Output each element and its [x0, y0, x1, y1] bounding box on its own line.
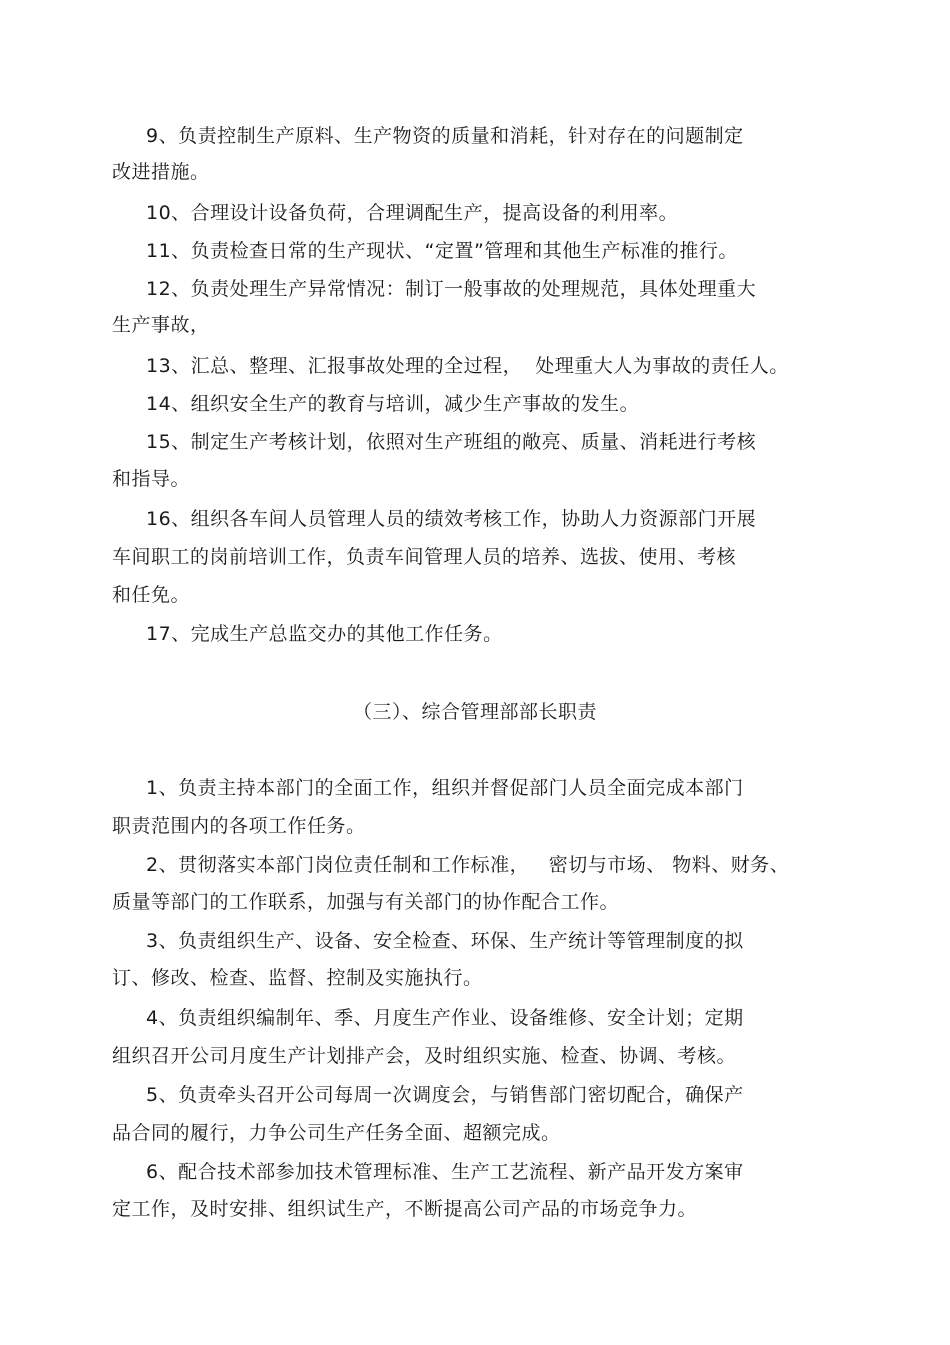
- item-line: 组织召开公司月度生产计划排产会，及时组织实施、检查、协调、考核。: [112, 1045, 737, 1067]
- item-line: 15、制定生产考核计划，依照对生产班组的敞亮、质量、消耗进行考核: [146, 431, 757, 453]
- item-line: 品合同的履行，力争公司生产任务全面、超额完成。: [112, 1122, 561, 1144]
- item-line: 订、修改、检查、监督、控制及实施执行。: [112, 967, 483, 989]
- item-line: 14、组织安全生产的教育与培训，减少生产事故的发生。: [146, 393, 640, 415]
- item-line: 4、负责组织编制年、季、月度生产作业、设备维修、安全计划；定期: [146, 1007, 744, 1029]
- item-line: 10、合理设计设备负荷，合理调配生产，提高设备的利用率。: [146, 202, 679, 224]
- item-line: 6、配合技术部参加技术管理标准、生产工艺流程、新产品开发方案审: [146, 1161, 744, 1183]
- item-line: 定工作，及时安排、组织试生产，不断提高公司产品的市场竞争力。: [112, 1198, 698, 1220]
- item-line: 质量等部门的工作联系，加强与有关部门的协作配合工作。: [112, 891, 620, 913]
- item-line: 1、负责主持本部门的全面工作，组织并督促部门人员全面完成本部门: [146, 777, 744, 799]
- item-line: 生产事故，: [112, 314, 210, 336]
- item-line: 11、负责检查日常的生产现状、“定置”管理和其他生产标准的推行。: [146, 240, 738, 262]
- item-line: 5、负责牵头召开公司每周一次调度会，与销售部门密切配合，确保产: [146, 1084, 744, 1106]
- item-line: 13、汇总、整理、汇报事故处理的全过程， 处理重大人为事故的责任人。: [146, 355, 789, 377]
- item-line: 3、负责组织生产、设备、安全检查、环保、生产统计等管理制度的拟: [146, 930, 744, 952]
- item-line: 职责范围内的各项工作任务。: [112, 815, 366, 837]
- item-line: 16、组织各车间人员管理人员的绩效考核工作，协助人力资源部门开展: [146, 508, 757, 530]
- item-line: 车间职工的岗前培训工作，负责车间管理人员的培养、选拔、使用、考核: [112, 546, 737, 568]
- item-line: 改进措施。: [112, 161, 210, 183]
- item-line: 2、贯彻落实本部门岗位责任制和工作标准， 密切与市场、 物料、财务、: [146, 854, 790, 876]
- item-line: 和任免。: [112, 584, 191, 606]
- item-line: 和指导。: [112, 468, 191, 490]
- item-line: 9、负责控制生产原料、生产物资的质量和消耗，针对存在的问题制定: [146, 125, 744, 147]
- item-line: 17、完成生产总监交办的其他工作任务。: [146, 623, 503, 645]
- section-heading: （三）、综合管理部部长职责: [352, 701, 597, 723]
- item-line: 12、负责处理生产异常情况：制订一般事故的处理规范，具体处理重大: [146, 278, 757, 300]
